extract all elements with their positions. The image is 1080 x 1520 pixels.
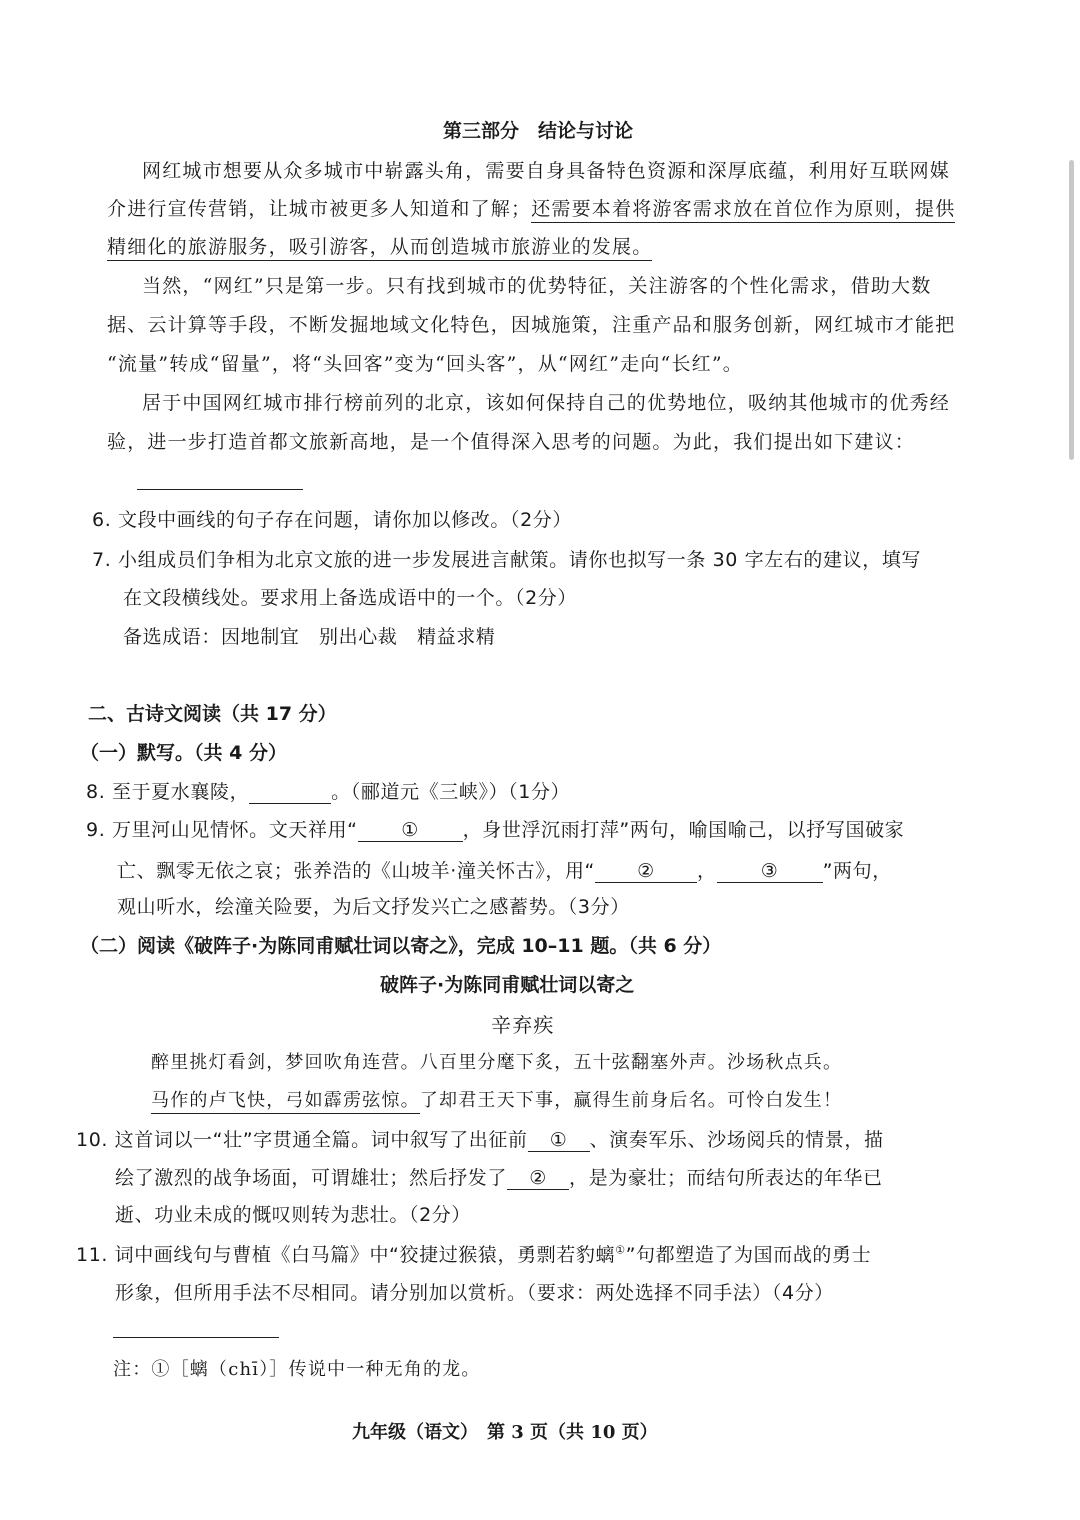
question-9-text-b: ，身世浮沉雨打萍”两句，喻国喻己，以抒写国破家: [462, 819, 905, 841]
footnote-divider: [113, 1337, 279, 1338]
paragraph2-line3: “流量”转成“留量”，将“头回客”变为“回头客”，从“网红”走向“长红”。: [107, 353, 743, 375]
paragraph1-line2-start: 介进行宣传营销，让城市被更多人知道和了解；: [107, 198, 532, 220]
question-6: 6. 文段中画线的句子存在问题，请你加以修改。（2分）: [92, 509, 572, 531]
paragraph1-line1: 网红城市想要从众多城市中崭露头角，需要自身具备特色资源和深厚底蕴，利用好互联网媒: [142, 160, 951, 182]
question-9-text-a: 9. 万里河山见情怀。文天祥用“: [86, 819, 358, 841]
question-10-blank-2: ②: [507, 1169, 569, 1190]
section2-heading: 二、古诗文阅读（共 17 分）: [88, 703, 337, 725]
question-9-line3: 观山听水，绘潼关险要，为后文抒发兴亡之感蓄势。（3分）: [117, 896, 630, 918]
question-9-blank-1: ①: [358, 821, 463, 842]
poem-title: 破阵子·为陈同甫赋壮词以寄之: [380, 974, 635, 996]
poem-underlined-line: 马作的卢飞快，弓如霹雳弦惊。: [151, 1090, 420, 1114]
question-8-blank: [249, 783, 331, 804]
poem-author: 辛弃疾: [491, 1013, 555, 1037]
paragraph1-line3: [107, 232, 652, 259]
question-11-line1: [76, 1240, 871, 1267]
question-11-text-a: 11. 词中画线句与曹植《白马篇》中“狡捷过猴猿，勇剽若豹螭: [76, 1244, 616, 1266]
question-10-text-b: 、演奏军乐、沙场阅兵的情景，描: [589, 1129, 884, 1151]
poem-line2-rest: 了却君王天下事，赢得生前身后名。可怜白发生！: [419, 1090, 843, 1111]
underlined-sentence-part1: 还需要本着将游客需求放在首位作为原则，提供: [531, 198, 955, 223]
paragraph1-line2: [107, 194, 955, 221]
question-9-line1: [86, 815, 904, 842]
question-10-blank-1: ①: [528, 1131, 590, 1152]
question-10-text-a: 10. 这首词以一“壮”字贯通全篇。词中叙写了出征前: [76, 1129, 528, 1151]
question-11-text-b: ”句都塑造了为国而战的勇士: [625, 1244, 872, 1266]
question-9-text-c: 亡、飘零无依之哀；张养浩的《山坡羊·潼关怀古》，用“: [117, 860, 595, 882]
scrollbar[interactable]: [1069, 160, 1074, 460]
question-10-line3: 逝、功业未成的慨叹则转为悲壮。（2分）: [115, 1204, 471, 1226]
question-10-line1: [76, 1125, 884, 1152]
question-7-line1: 7. 小组成员们争相为北京文旅的进一步发展进言献策。请你也拟写一条 30 字左右的建议，填写: [92, 549, 922, 571]
question-8-text: 8. 至于夏水襄陵，: [86, 781, 250, 803]
part3-title: 第三部分 结论与讨论: [443, 120, 634, 142]
question-7-line2: 在文段横线处。要求用上备选成语中的一个。（2分）: [123, 587, 577, 609]
poem-line2: [151, 1086, 842, 1112]
question-10-text-d: ，是为豪壮；而结句所表达的年华已: [569, 1167, 883, 1189]
paragraph3-line2: 验，进一步打造首都文旅新高地，是一个值得深入思考的问题。为此，我们提出如下建议：: [107, 431, 916, 453]
question-10-line2: [115, 1163, 883, 1190]
paragraph3-line1: 居于中国网红城市排行榜前列的北京，该如何保持自己的优势地位，吸纳其他城市的优秀经: [142, 392, 951, 414]
question-9-blank-2: ②: [595, 862, 697, 883]
question-8-source: 。（郦道元《三峡》）（1分）: [331, 781, 571, 803]
question-11-line2: 形象，但所用手法不尽相同。请分别加以赏析。（要求：两处选择不同手法）（4分）: [115, 1282, 834, 1304]
page-footer: 九年级（语文） 第 3 页（共 10 页）: [352, 1422, 658, 1443]
question-8: [86, 777, 570, 804]
question-9-blank-3: ③: [717, 862, 823, 883]
suggestion-blank-line: [137, 489, 303, 490]
paragraph2-line1: 当然，“网红”只是第一步。只有找到城市的优势特征，关注游客的个性化需求，借助大数: [142, 275, 932, 297]
subsection2-heading: （二）阅读《破阵子·为陈同甫赋壮词以寄之》，完成 10–11 题。（共 6 分）: [80, 935, 722, 957]
underlined-sentence-part2: 精细化的旅游服务，吸引游客，从而创造城市旅游业的发展。: [107, 236, 652, 261]
footnote: 注：①［螭（chī）］传说中一种无角的龙。: [113, 1359, 481, 1380]
question-9-separator: ，: [696, 860, 717, 882]
question-9-text-d: ”两句，: [822, 860, 892, 882]
subsection1-heading: （一）默写。（共 4 分）: [80, 742, 287, 764]
poem-line1: 醉里挑灯看剑，梦回吹角连营。八百里分麾下炙，五十弦翻塞外声。沙场秋点兵。: [151, 1052, 843, 1073]
question-7-idioms: 备选成语：因地制宜 别出心裁 精益求精: [123, 626, 496, 648]
question-11-footnote-mark: ①: [615, 1243, 626, 1257]
question-9-line2: [117, 856, 892, 883]
question-10-text-c: 绘了激烈的战争场面，可谓雄壮；然后抒发了: [115, 1167, 508, 1189]
paragraph2-line2: 据、云计算等手段，不断发掘地域文化特色，因城施策，注重产品和服务创新，网红城市才能把: [107, 314, 956, 336]
